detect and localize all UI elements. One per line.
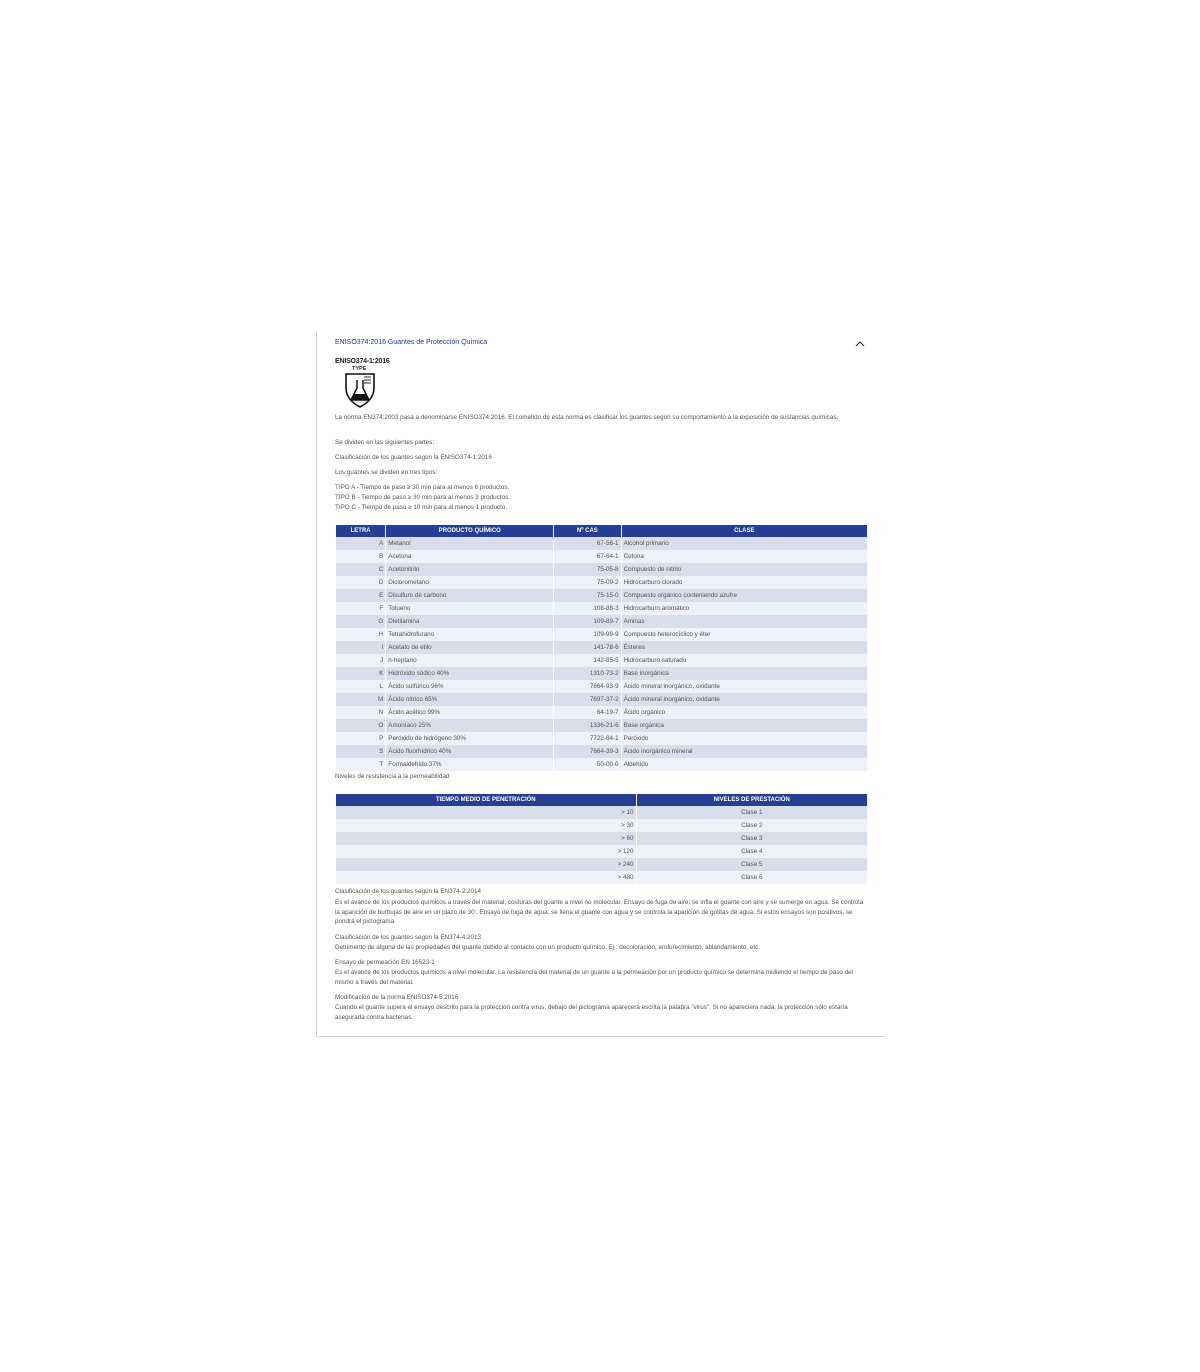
table-row (336, 680, 867, 693)
cell-cas: 108-88-3 (554, 602, 620, 615)
cell-cas: 75-09-2 (554, 576, 620, 589)
cell-cas: 7722-84-1 (554, 732, 620, 745)
parts-paragraph: Se dividen en las siguientes partes: (335, 439, 435, 446)
table-row (336, 745, 867, 758)
cell-clase: Compuesto heterocíclico y éter (622, 628, 867, 641)
cell-producto: Acetona (386, 550, 553, 563)
cell-cas: 75-05-8 (554, 563, 620, 576)
cell-clase: Hidrocarburo clorado (622, 576, 867, 589)
cell-cas: 7664-93-9 (554, 680, 620, 693)
cell-cas: 7697-37-2 (554, 693, 620, 706)
cell-letra: M (336, 693, 385, 706)
cell-tiempo: > 30 (336, 819, 636, 832)
chevron-up-icon[interactable] (853, 337, 867, 349)
cell-producto: Hidróxido sódico 40% (386, 667, 553, 680)
cell-letra: O (336, 719, 385, 732)
accordion-title[interactable]: ENISO374:2016 Guantes de Protección Química (335, 339, 488, 346)
table-row (336, 563, 867, 576)
intro-paragraph: La norma EN374:2003 pasa a denominarse ENISO374:2016. El cometido de esta norma es clasificar los guantes según su comportamiento a la exposición de sustancias químicas. (335, 414, 839, 421)
cell-tiempo: > 10 (336, 806, 636, 819)
cell-producto: Disulfuro de carbono (386, 589, 553, 602)
table-row (336, 871, 867, 884)
flask-shield-icon (344, 372, 376, 408)
cell-producto: Ácido acético 99% (386, 706, 553, 719)
cell-clase: Compuesto orgánico conteniendo azufre (622, 589, 867, 602)
note-4-title: Modificación de la norma ENISO374-5:2016 (335, 994, 459, 1001)
cell-tiempo: > 480 (336, 871, 636, 884)
type-b-text: TIPO B - Tiempo de paso ≥ 30 min para al menos 3 productos. (335, 494, 510, 501)
cell-letra: T (336, 758, 385, 771)
pictogram-type-label: TYPE (352, 366, 367, 372)
cell-tiempo: > 60 (336, 832, 636, 845)
table-row (336, 858, 867, 871)
classification-paragraph: Clasificación de los guantes según la ENISO374-1:2016 (335, 454, 492, 461)
cell-producto: Dietilamina (386, 615, 553, 628)
cell-producto: Amoníaco 25% (386, 719, 553, 732)
cell-letra: E (336, 589, 385, 602)
permeability-caption: Niveles de resistencia a la permeabilidad (335, 773, 450, 780)
cell-letra: H (336, 628, 385, 641)
column-header-cas: Nº CAS (554, 525, 620, 537)
types-intro-paragraph: Los guantes se dividen en tres tipos: (335, 469, 438, 476)
table-row (336, 667, 867, 680)
cell-cas: 109-99-9 (554, 628, 620, 641)
table-row (336, 589, 867, 602)
cell-cas: 50-00-0 (554, 758, 620, 771)
note-1-body: Es el avance de los productos químicos a través del material, costuras del guante a nivel no molecular. Ensayo de fuga de aire: se infla el guante con aire y se sumerge en agua. Se controla la aparición de burbujas de aire en un plazo de 30'. Ensayo de fuga de agua: se llena el guante con agua y se controla la aparición de gotitas de agua. Si estos ensayos son positivos, se pondrá el pictograma. (335, 899, 864, 926)
cell-letra: L (336, 680, 385, 693)
cell-nivel: Clase 4 (637, 845, 867, 858)
cell-clase: Peróxido (622, 732, 867, 745)
cell-cas: 141-78-6 (554, 641, 620, 654)
table-row (336, 654, 867, 667)
table-row (336, 706, 867, 719)
chemicals-table (335, 525, 868, 771)
cell-producto: Ácido fluorhídrico 40% (386, 745, 553, 758)
cell-tiempo: > 120 (336, 845, 636, 858)
cell-producto: Ácido sulfúrico 96% (386, 680, 553, 693)
cell-letra: J (336, 654, 385, 667)
cell-cas: 109-89-7 (554, 615, 620, 628)
cell-letra: B (336, 550, 385, 563)
column-header-letra: LETRA (336, 525, 385, 537)
cell-clase: Hidrocarburo aromático (622, 602, 867, 615)
cell-producto: Ácido nítrico 65% (386, 693, 553, 706)
cell-producto: Formaldehído 37% (386, 758, 553, 771)
cell-letra: P (336, 732, 385, 745)
note-3-title: Ensayo de permeación EN 16523-1 (335, 959, 435, 966)
chemical-protection-pictogram (335, 358, 395, 412)
cell-cas: 64-19-7 (554, 706, 620, 719)
cell-letra: D (336, 576, 385, 589)
note-2-title: Clasificación de los guantes según la EN374-4:2013 (335, 934, 481, 941)
table-row (336, 693, 867, 706)
cell-letra: N (336, 706, 385, 719)
cell-producto: Tetrahidrofurano (386, 628, 553, 641)
cell-nivel: Clase 6 (637, 871, 867, 884)
cell-producto: Metanol (386, 537, 553, 550)
cell-producto: n-heptano (386, 654, 553, 667)
column-header-clase: CLASE (622, 525, 867, 537)
cell-letra: C (336, 563, 385, 576)
cell-cas: 1310-73-2 (554, 667, 620, 680)
cell-clase: Ésteres (622, 641, 867, 654)
cell-clase: Ácido mineral inorgánico, oxidante (622, 680, 867, 693)
cell-cas: 75-15-0 (554, 589, 620, 602)
cell-producto: Tolueno (386, 602, 553, 615)
cell-nivel: Clase 1 (637, 806, 867, 819)
cell-letra: A (336, 537, 385, 550)
cell-cas: 142-85-5 (554, 654, 620, 667)
table-row (336, 602, 867, 615)
cell-producto: Acetonitrilo (386, 563, 553, 576)
cell-nivel: Clase 2 (637, 819, 867, 832)
cell-clase: Aminas (622, 615, 867, 628)
cell-cas: 1336-21-6 (554, 719, 620, 732)
cell-clase: Aldehído (622, 758, 867, 771)
cell-cas: 67-64-1 (554, 550, 620, 563)
table-row (336, 819, 867, 832)
table-row (336, 628, 867, 641)
column-header-producto: PRODUCTO QUÍMICO (386, 525, 553, 537)
column-header-tiempo: TIEMPO MEDIO DE PENETRACIÓN (336, 794, 636, 806)
table-row (336, 832, 867, 845)
cell-letra: S (336, 745, 385, 758)
type-c-text: TIPO C - Tiempo de paso ≥ 10 min para al menos 1 producto. (335, 504, 508, 511)
table-row (336, 732, 867, 745)
table-row (336, 719, 867, 732)
cell-letra: I (336, 641, 385, 654)
table-row (336, 758, 867, 771)
cell-producto: Acetato de etilo (386, 641, 553, 654)
cell-clase: Base orgánica (622, 719, 867, 732)
table-row (336, 806, 867, 819)
cell-producto: Peróxido de hidrógeno 30% (386, 732, 553, 745)
cell-nivel: Clase 5 (637, 858, 867, 871)
accordion-panel (316, 332, 885, 1037)
table-row (336, 537, 867, 550)
cell-clase: Alcohol primario (622, 537, 867, 550)
table-row (336, 615, 867, 628)
cell-cas: 67-56-1 (554, 537, 620, 550)
cell-letra: F (336, 602, 385, 615)
cell-clase: Compuesto de nitrilo (622, 563, 867, 576)
table-row (336, 641, 867, 654)
table-row (336, 845, 867, 858)
table-row (336, 550, 867, 563)
cell-tiempo: > 240 (336, 858, 636, 871)
performance-levels-table (335, 794, 868, 884)
cell-clase: Ácido inorgánico mineral (622, 745, 867, 758)
column-header-niveles: NIVELES DE PRESTACIÓN (637, 794, 867, 806)
cell-producto: Diclorometano (386, 576, 553, 589)
cell-letra: G (336, 615, 385, 628)
cell-letra: K (336, 667, 385, 680)
note-4-body: Cuando el guante supera el ensayo descrito para la protección contra virus, debajo del pictograma aparecerá escrita la palabra "virus". Si no apareciera nada, la protección sólo estaría asegurada contra bacterias. (335, 1004, 848, 1021)
cell-clase: Base inorgánica (622, 667, 867, 680)
type-a-text: TIPO A - Tiempo de paso ≥ 30 min para al menos 6 productos. (335, 484, 510, 491)
note-3-body: Es el avance de los productos químicos a nivel molecular. La resistencia del material de un guante a la permeación por un producto químico se determina midiendo el tiempo de paso del mismo a través del material. (335, 969, 854, 986)
cell-clase: Hidrocarburo saturado (622, 654, 867, 667)
cell-nivel: Clase 3 (637, 832, 867, 845)
table-row (336, 576, 867, 589)
cell-clase: Ácido mineral inorgánico, oxidante (622, 693, 867, 706)
cell-clase: Ácido orgánico (622, 706, 867, 719)
cell-clase: Cetona (622, 550, 867, 563)
note-2-body: Detrimento de alguna de las propiedades del guante debido al contacto con un producto químico. Ej.: decoloración, endurecimiento, ablandamiento, etc. (335, 944, 760, 951)
cell-cas: 7664-39-3 (554, 745, 620, 758)
note-1-title: Clasificación de los guantes según la EN374-2:2014 (335, 888, 481, 895)
pictogram-standard-label: ENISO374-1:2016 (335, 358, 390, 365)
